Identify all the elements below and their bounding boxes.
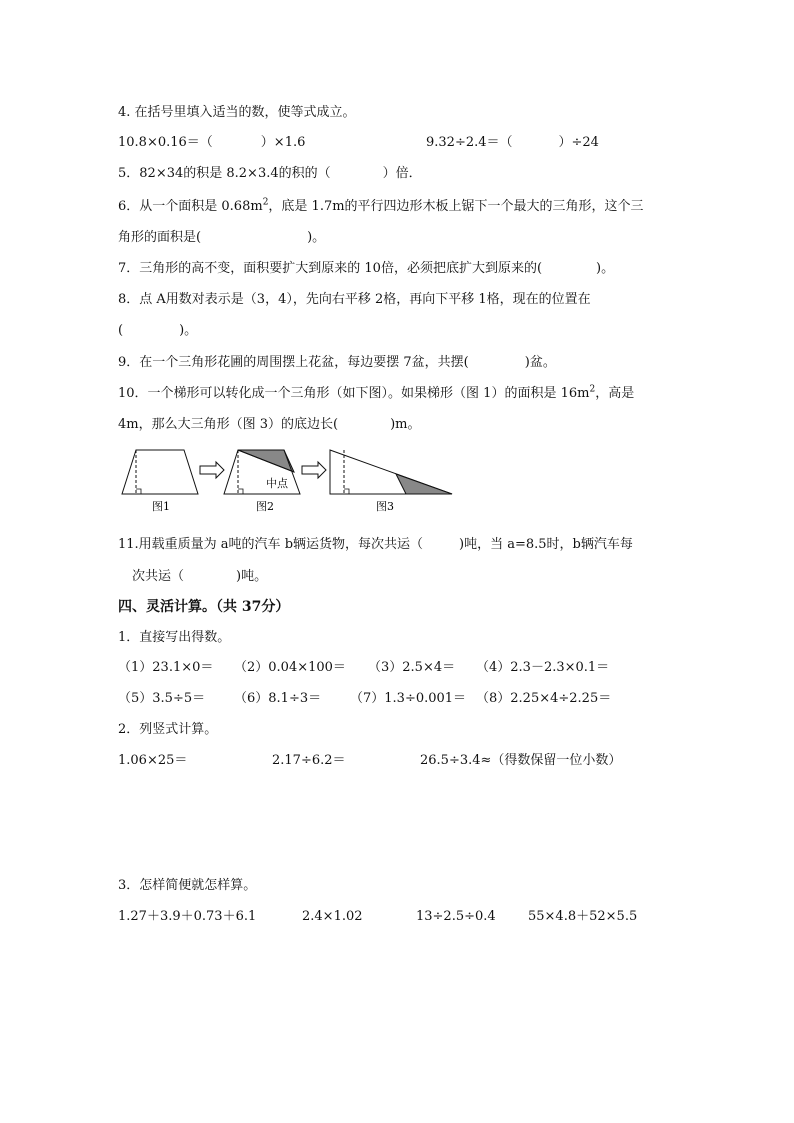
q8-line1: 8．点 A用数对表示是（3，4），先向右平移 2格，再向下平移 1格，现在的位置在 — [118, 292, 591, 307]
q5 — [118, 165, 422, 183]
q6-line1 — [118, 198, 644, 216]
s1-item-8: （8）2.25×4÷2.25＝ — [476, 691, 612, 706]
q10-part-d: )m。 — [390, 417, 421, 432]
q10-line2 — [118, 416, 420, 434]
q8-part-c: )。 — [179, 323, 198, 338]
q4-title: 4. 在括号里填入适当的数，使等式成立。 — [118, 105, 356, 120]
s2-item-1: 1.06×25＝ — [118, 753, 188, 768]
s1-item-3: （3）2.5×4＝ — [368, 660, 456, 675]
q5-part-a: 5．82×34的积是 8.2×3.4的积的（ — [118, 166, 331, 181]
s1-item-4: （4）2.3－2.3×0.1＝ — [476, 660, 610, 675]
q7 — [118, 260, 614, 278]
q10-part-c: 4m，那么大三角形（图 3）的底边长( — [118, 417, 339, 432]
trapezoid-to-triangle-figure — [118, 446, 458, 518]
figure3-triangle — [330, 450, 452, 494]
arrow-2-icon — [302, 462, 326, 478]
figure1-trapezoid — [122, 450, 198, 494]
q9-part-a: 9．在一个三角形花圃的周围摆上花盆，每边要摆 7盆，共摆( — [118, 355, 469, 370]
figure2-divided-trapezoid — [224, 450, 300, 494]
s3-item-2: 2.4×1.02 — [302, 909, 363, 924]
q11-line1 — [118, 536, 633, 554]
q10-part-b: ，高是 — [595, 386, 635, 401]
q7-part-b: )。 — [596, 261, 615, 276]
s1-item-2: （2）0.04×100＝ — [234, 660, 346, 675]
q4-right-part-b: ）÷24 — [558, 135, 599, 150]
s3-item-1: 1.27＋3.9＋0.73＋6.1 — [118, 909, 257, 924]
q6-part-c: 角形的面积是( — [118, 230, 202, 245]
q4-right-part-a: 9.32÷2.4＝（ — [426, 135, 513, 150]
s1-title: 1．直接写出得数。 — [118, 630, 231, 645]
q11-part-d: )吨。 — [236, 569, 268, 584]
q11-line2 — [132, 568, 267, 586]
q8-line2 — [118, 322, 197, 340]
s2-title: 2．列竖式计算。 — [118, 722, 218, 737]
q11-part-c: 次共运（ — [132, 569, 185, 584]
s1-item-1: （1）23.1×0＝ — [118, 660, 214, 675]
q8-part-b: ( — [118, 323, 124, 338]
q4-right-equation — [426, 134, 599, 152]
figure2-label: 图2 — [256, 500, 274, 513]
q10-line1 — [118, 385, 634, 403]
q10-part-a: 10．一个梯形可以转化成一个三角形（如下图）。如果梯形（图 1）的面积是 16m — [118, 386, 590, 401]
q5-part-b: ）倍． — [382, 166, 422, 181]
s1-item-7: （7）1.3÷0.001＝ — [350, 691, 467, 706]
s2-item-2: 2.17÷6.2＝ — [272, 753, 346, 768]
arrow-1-icon — [200, 462, 224, 478]
s1-item-6: （6）8.1÷3＝ — [234, 691, 322, 706]
s2-item-3: 26.5÷3.4≈（得数保留一位小数） — [420, 753, 622, 768]
q6-line2 — [118, 229, 325, 247]
q7-part-a: 7．三角形的高不变，面积要扩大到原来的 10倍，必须把底扩大到原来的( — [118, 261, 543, 276]
q11-part-a: 11.用载重质量为 a吨的汽车 b辆运货物，每次共运（ — [118, 537, 424, 552]
s3-item-4: 55×4.8＋52×5.5 — [528, 909, 638, 924]
q6-superscript: 2 — [262, 197, 269, 208]
q10-superscript: 2 — [589, 384, 596, 395]
q6-part-d: )。 — [307, 230, 326, 245]
midpoint-label: 中点 — [266, 477, 288, 490]
q4-left-part-b: ）×1.6 — [260, 135, 306, 150]
q9 — [118, 354, 556, 372]
section4-title: 四、灵活计算。（共 37分） — [118, 599, 290, 615]
q9-part-b: )盆。 — [524, 355, 556, 370]
s3-item-3: 13÷2.5÷0.4 — [416, 909, 496, 924]
q6-part-a: 6．从一个面积是 0.68m — [118, 199, 263, 214]
q11-part-b: )吨，当 a=8.5时，b辆汽车每 — [459, 537, 633, 552]
s3-title: 3．怎样简便就怎样算。 — [118, 878, 257, 893]
q6-part-b: ，底是 1.7m的平行四边形木板上锯下一个最大的三角形，这个三 — [268, 199, 644, 214]
q4-left-equation — [118, 134, 305, 152]
figure1-label: 图1 — [152, 500, 170, 513]
s1-item-5: （5）3.5÷5＝ — [118, 691, 206, 706]
figure3-label: 图3 — [376, 500, 394, 513]
q4-left-part-a: 10.8×0.16＝（ — [118, 135, 213, 150]
